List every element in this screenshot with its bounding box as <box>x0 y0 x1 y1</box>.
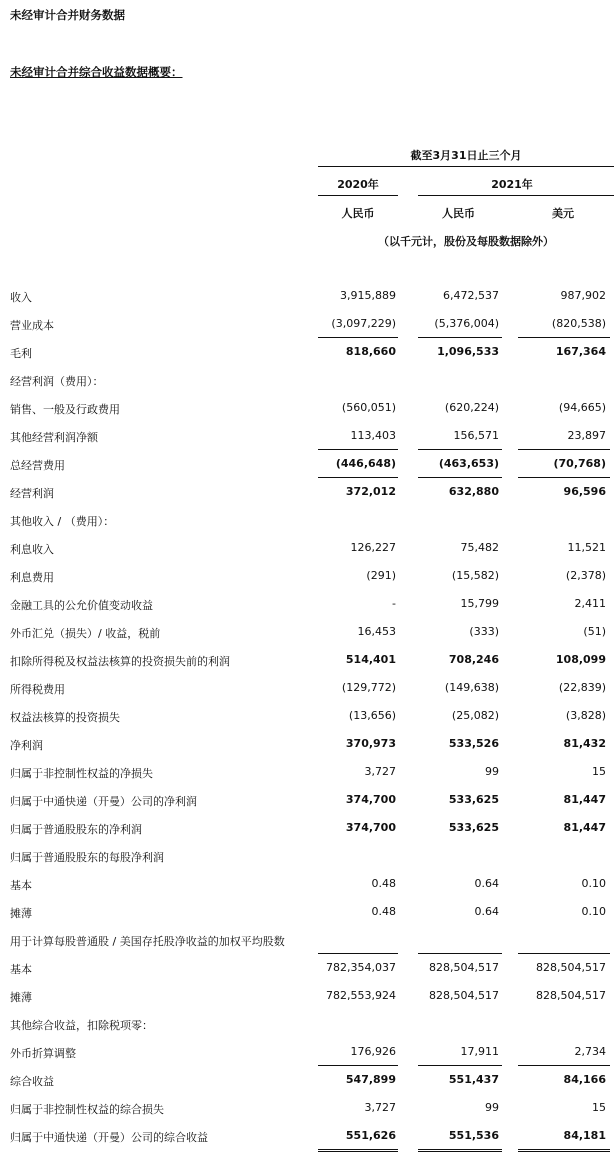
subtotal-rule <box>318 337 398 338</box>
row-value-1: 3,727 <box>364 1101 396 1114</box>
year-2021-divider <box>418 195 614 196</box>
row-value-1: (291) <box>366 569 396 582</box>
table-row <box>0 901 614 923</box>
year-2020-divider <box>318 195 398 196</box>
subtotal-rule <box>318 449 398 450</box>
row-value-1: 3,727 <box>364 765 396 778</box>
row-value-2: (149,638) <box>444 681 499 694</box>
period-divider <box>318 166 614 167</box>
row-value-3: 987,902 <box>560 289 606 302</box>
subtotal-rule <box>518 953 610 954</box>
table-row <box>0 957 614 979</box>
table-row <box>0 397 614 419</box>
subtotal-rule <box>318 477 398 478</box>
total-double-rule <box>318 1149 398 1152</box>
row-value-3: 2,411 <box>574 597 606 610</box>
row-label: 归属于普通股股东的每股净利润 <box>10 851 164 864</box>
row-value-1: 551,626 <box>345 1129 396 1142</box>
row-label: 其他收入 / （费用）： <box>10 515 115 528</box>
row-value-3: 81,447 <box>563 793 606 806</box>
row-value-1: 514,401 <box>345 653 396 666</box>
row-value-1: 374,700 <box>345 793 396 806</box>
table-row <box>0 1097 614 1119</box>
subtotal-rule <box>518 477 610 478</box>
row-label: 销售、一般及行政费用 <box>10 403 120 416</box>
row-value-3: 828,504,517 <box>536 989 606 1002</box>
row-value-2: 0.64 <box>474 905 499 918</box>
row-value-1: (3,097,229) <box>331 317 396 330</box>
row-label: 总经营费用 <box>10 459 65 472</box>
table-row <box>0 369 614 391</box>
row-label: 利息收入 <box>10 543 54 556</box>
subtotal-rule <box>518 337 610 338</box>
subtotal-rule <box>418 449 502 450</box>
row-value-3: (70,768) <box>553 457 606 470</box>
table-row <box>0 1069 614 1091</box>
row-value-2: 156,571 <box>453 429 499 442</box>
row-label: 摊薄 <box>10 991 32 1004</box>
row-value-3: 15 <box>592 765 606 778</box>
row-label: 归属于中通快递（开曼）公司的综合收益 <box>10 1131 208 1144</box>
row-value-2: (5,376,004) <box>434 317 499 330</box>
row-value-2: 533,625 <box>448 793 499 806</box>
row-value-2: (333) <box>469 625 499 638</box>
row-value-3: (22,839) <box>558 681 606 694</box>
table-row <box>0 593 614 615</box>
table-row <box>0 789 614 811</box>
row-value-1: 372,012 <box>345 485 396 498</box>
table-row <box>0 677 614 699</box>
row-value-2: (620,224) <box>444 401 499 414</box>
row-value-2: 551,437 <box>448 1073 499 1086</box>
row-label: 利息费用 <box>10 571 54 584</box>
row-value-3: (2,378) <box>565 569 606 582</box>
row-label: 摊薄 <box>10 907 32 920</box>
row-value-1: (560,051) <box>341 401 396 414</box>
row-label: 权益法核算的投资损失 <box>10 711 120 724</box>
row-value-1: 370,973 <box>345 737 396 750</box>
year-2020-header: 2020年 <box>337 178 379 191</box>
row-value-1: - <box>392 597 396 610</box>
row-label: 营业成本 <box>10 319 54 332</box>
subtotal-rule <box>418 337 502 338</box>
row-label: 基本 <box>10 963 32 976</box>
row-label: 其他经营利润净额 <box>10 431 98 444</box>
row-value-1: 547,899 <box>345 1073 396 1086</box>
row-value-1: 0.48 <box>371 905 396 918</box>
row-label: 毛利 <box>10 347 32 360</box>
unit-note: （以千元计，股份及每股数据除外） <box>378 235 554 248</box>
row-value-2: 828,504,517 <box>429 961 499 974</box>
table-row <box>0 341 614 363</box>
table-row <box>0 929 614 951</box>
subtotal-rule <box>418 953 502 954</box>
row-label: 基本 <box>10 879 32 892</box>
table-row <box>0 481 614 503</box>
row-value-3: 0.10 <box>581 905 606 918</box>
table-row <box>0 705 614 727</box>
row-value-3: 81,432 <box>563 737 606 750</box>
row-value-3: 0.10 <box>581 877 606 890</box>
row-value-3: 15 <box>592 1101 606 1114</box>
table-row <box>0 537 614 559</box>
subtotal-rule <box>518 1065 610 1066</box>
row-value-3: 2,734 <box>574 1045 606 1058</box>
row-label: 综合收益 <box>10 1075 54 1088</box>
row-value-3: 167,364 <box>555 345 606 358</box>
row-label: 归属于普通股股东的净利润 <box>10 823 142 836</box>
row-value-3: 84,166 <box>563 1073 606 1086</box>
row-value-2: 632,880 <box>448 485 499 498</box>
row-value-3: 828,504,517 <box>536 961 606 974</box>
row-value-2: 708,246 <box>448 653 499 666</box>
row-label: 净利润 <box>10 739 43 752</box>
row-value-2: 0.64 <box>474 877 499 890</box>
year-2021-header: 2021年 <box>491 178 533 191</box>
row-value-3: 11,521 <box>567 541 606 554</box>
row-value-2: (463,653) <box>438 457 499 470</box>
row-value-2: 75,482 <box>460 541 499 554</box>
total-double-rule <box>418 1149 502 1152</box>
row-label: 经营利润 <box>10 487 54 500</box>
row-value-2: (15,582) <box>451 569 499 582</box>
row-value-2: 1,096,533 <box>437 345 499 358</box>
row-value-1: 782,553,924 <box>326 989 396 1002</box>
row-value-1: (129,772) <box>341 681 396 694</box>
row-value-3: (94,665) <box>558 401 606 414</box>
table-row <box>0 313 614 335</box>
row-label: 其他综合收益，扣除税项零： <box>10 1019 153 1032</box>
row-value-1: (13,656) <box>348 709 396 722</box>
table-row <box>0 509 614 531</box>
total-double-rule <box>518 1149 610 1152</box>
row-value-1: 0.48 <box>371 877 396 890</box>
table-row <box>0 453 614 475</box>
row-value-3: (820,538) <box>551 317 606 330</box>
row-value-1: 126,227 <box>350 541 396 554</box>
row-value-1: 176,926 <box>350 1045 396 1058</box>
row-label: 金融工具的公允价值变动收益 <box>10 599 153 612</box>
subtotal-rule <box>418 1065 502 1066</box>
row-label: 归属于非控制性权益的综合损失 <box>10 1103 164 1116</box>
row-value-3: (51) <box>583 625 606 638</box>
table-row <box>0 649 614 671</box>
row-label: 扣除所得税及权益法核算的投资损失前的利润 <box>10 655 230 668</box>
table-row <box>0 817 614 839</box>
row-value-2: (25,082) <box>451 709 499 722</box>
row-value-3: 108,099 <box>555 653 606 666</box>
row-value-1: 16,453 <box>357 625 396 638</box>
subtotal-rule <box>318 953 398 954</box>
row-label: 经营利润（费用）： <box>10 375 104 388</box>
table-row <box>0 565 614 587</box>
row-value-2: 551,536 <box>448 1129 499 1142</box>
subtotal-rule <box>318 1065 398 1066</box>
row-value-3: 81,447 <box>563 821 606 834</box>
currency-usd-2021: 美元 <box>552 207 574 220</box>
row-value-2: 15,799 <box>460 597 499 610</box>
period-header: 截至3月31日止三个月 <box>410 149 522 162</box>
table-row <box>0 733 614 755</box>
row-value-2: 6,472,537 <box>443 289 499 302</box>
table-row <box>0 985 614 1007</box>
row-value-1: 113,403 <box>350 429 396 442</box>
row-value-1: 782,354,037 <box>326 961 396 974</box>
row-value-3: 84,181 <box>563 1129 606 1142</box>
row-label: 归属于非控制性权益的净损失 <box>10 767 153 780</box>
row-value-3: (3,828) <box>565 709 606 722</box>
table-row <box>0 761 614 783</box>
row-label: 外币汇兑（损失）/ 收益，税前 <box>10 627 161 640</box>
row-label: 收入 <box>10 291 32 304</box>
row-value-1: 818,660 <box>345 345 396 358</box>
row-value-1: 3,915,889 <box>340 289 396 302</box>
row-label: 用于计算每股普通股 / 美国存托股净收益的加权平均股数 <box>10 935 285 948</box>
row-value-2: 99 <box>485 1101 499 1114</box>
currency-rmb-2021: 人民币 <box>442 207 475 220</box>
row-value-2: 828,504,517 <box>429 989 499 1002</box>
table-row <box>0 1013 614 1035</box>
table-row <box>0 621 614 643</box>
row-value-2: 17,911 <box>460 1045 499 1058</box>
row-value-3: 96,596 <box>563 485 606 498</box>
row-value-2: 99 <box>485 765 499 778</box>
table-row <box>0 873 614 895</box>
row-label: 外币折算调整 <box>10 1047 76 1060</box>
row-value-2: 533,625 <box>448 821 499 834</box>
row-value-3: 23,897 <box>567 429 606 442</box>
row-label: 所得税费用 <box>10 683 65 696</box>
section-title: 未经审计合并综合收益数据概要： <box>10 65 183 79</box>
table-row <box>0 425 614 447</box>
page-title: 未经审计合并财务数据 <box>10 8 125 22</box>
row-value-1: (446,648) <box>335 457 396 470</box>
subtotal-rule <box>418 477 502 478</box>
table-row <box>0 845 614 867</box>
row-label: 归属于中通快递（开曼）公司的净利润 <box>10 795 197 808</box>
subtotal-rule <box>518 449 610 450</box>
table-row <box>0 1125 614 1147</box>
table-row <box>0 285 614 307</box>
row-value-2: 533,526 <box>448 737 499 750</box>
table-row <box>0 1041 614 1063</box>
row-value-1: 374,700 <box>345 821 396 834</box>
currency-rmb-2020: 人民币 <box>341 207 375 220</box>
